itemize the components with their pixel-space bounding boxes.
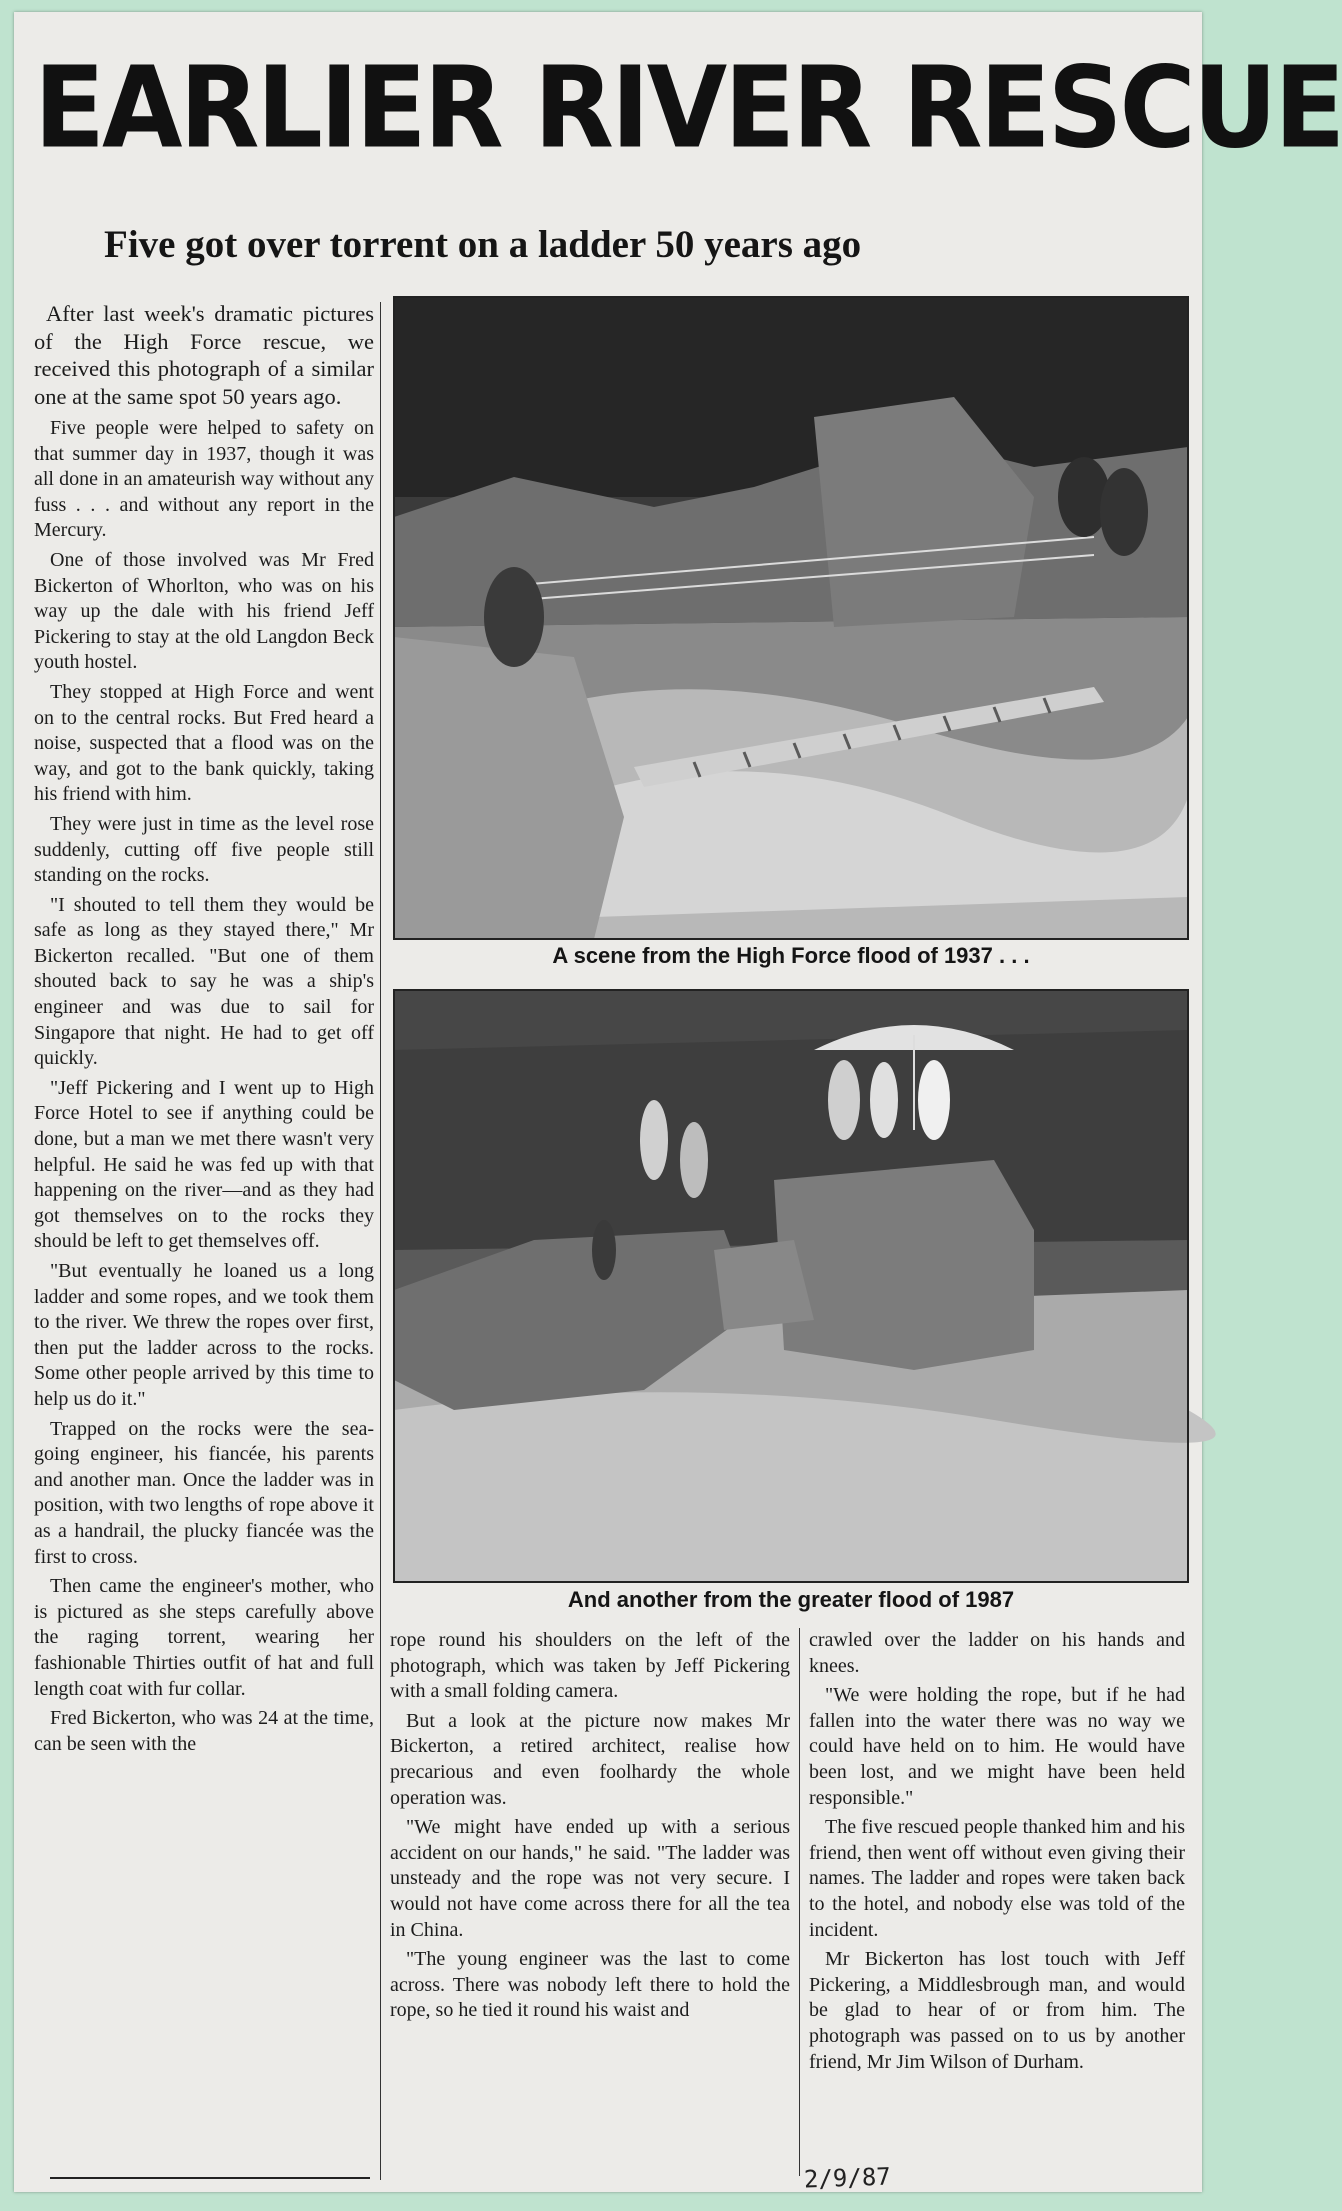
newspaper-clipping <box>14 12 1342 2194</box>
article-column-1 <box>34 300 374 2168</box>
bottom-rule <box>50 2177 370 2179</box>
handwritten-date: 2/9/87 <box>803 2162 892 2194</box>
paragraph: They stopped at High Force and went on to the central rocks. But Fred heard a noise, suspected that a flood was on the way, and got to the bank quickly, taking his friend with him. <box>34 680 374 806</box>
article-column-2 <box>390 1628 790 2176</box>
column-rule <box>799 1628 800 2176</box>
paragraph: "Jeff Pickering and I went up to High Force Hotel to see if anything could be done, but a man we met there wasn't very helpful. He said he was fed up with that happening on the river—and as they had got themselves on to the rocks they should be left to get themselves off. <box>34 1076 374 1253</box>
paragraph: "We might have ended up with a serious accident on our hands," he said. "The ladder was unsteady and the rope was not very secure. I would not have come across there for all the tea in China. <box>390 1816 790 1941</box>
paragraph: Then came the engineer's mother, who is pictured as she steps carefully above the raging torrent, wearing her fashionable Thirties outfit of hat and full length coat with fur collar. <box>34 1575 374 1700</box>
paragraph: crawled over the ladder on his hands and knees. <box>809 1629 1185 1677</box>
photo-1987-flood <box>394 990 1188 1582</box>
paragraph: Mr Bickerton has lost touch with Jeff Pickering, a Middlesbrough man, and would be glad to hear of or from him. The photograph was passed on to us by another friend, Mr Jim Wilson of Durham. <box>809 1948 1185 2073</box>
paragraph: "We were holding the rope, but if he had fallen into the water there was no way we could have held on to him. He would have been lost, and we might have been held responsible." <box>809 1684 1185 1809</box>
paragraph: Five people were helped to safety on that summer day in 1937, though it was all done in an amateurish way without any fuss . . . and without any report in the Mercury. <box>34 417 374 542</box>
photo-caption-1937: A scene from the High Force flood of 1937 . . . <box>552 943 1030 968</box>
paragraph: Fred Bickerton, who was 24 at the time, can be seen with the <box>34 1707 374 1755</box>
paragraph: After last week's dramatic pictures of the High Force rescue, we received this photograph of a similar one at the same spot 50 years ago. <box>34 301 374 409</box>
paragraph: But a look at the picture now makes Mr Bickerton, a retired architect, realise how precarious and even foolhardy the whole operation was. <box>390 1709 790 1809</box>
paragraph: "But eventually he loaned us a long ladder and some ropes, and we took them to the river. We threw the ropes over first, then put the ladder across to the rocks. Some other people arrived by this time to help us do it." <box>34 1260 374 1410</box>
paragraph: "I shouted to tell them they would be safe as long as they stayed there," Mr Bickerton recalled. "But one of them shouted back to say he was a ship's engineer and was due to sail for Singapore that night. He had to get off quickly. <box>34 893 374 1070</box>
paragraph: One of those involved was Mr Fred Bickerton of Whorlton, who was on his way up the dale with his friend Jeff Pickering to stay at the old Langdon Beck youth hostel. <box>34 548 374 674</box>
paragraph: rope round his shoulders on the left of the photograph, which was taken by Jeff Pickering with a small folding camera. <box>390 1629 790 1703</box>
headline: EARLIER RIVER RESCUE <box>34 41 1342 174</box>
paragraph: Trapped on the rocks were the sea-going engineer, his fiancée, his parents and another man. Once the ladder was in position, with two lengths of rope above it as a handrail, the plucky fiancée was the first to cross. <box>34 1417 374 1568</box>
column-rule <box>380 302 381 2180</box>
paragraph: "The young engineer was the last to come across. There was nobody left there to hold the rope, so he tied it round his waist and <box>390 1948 790 2022</box>
paragraph: They were just in time as the level rose suddenly, cutting off five people still standing on the rocks. <box>34 812 374 887</box>
paragraph: The five rescued people thanked him and his friend, then went off without even giving their names. The ladder and ropes were taken back to the hotel, and nobody else was told of the incident. <box>809 1816 1185 1941</box>
subheadline: Five got over torrent on a ladder 50 years ago <box>104 223 862 266</box>
photo-caption-1987: And another from the greater flood of 1987 <box>567 1587 1015 1612</box>
photo-1937-flood <box>394 297 1188 939</box>
article-column-3 <box>809 1628 1185 2176</box>
